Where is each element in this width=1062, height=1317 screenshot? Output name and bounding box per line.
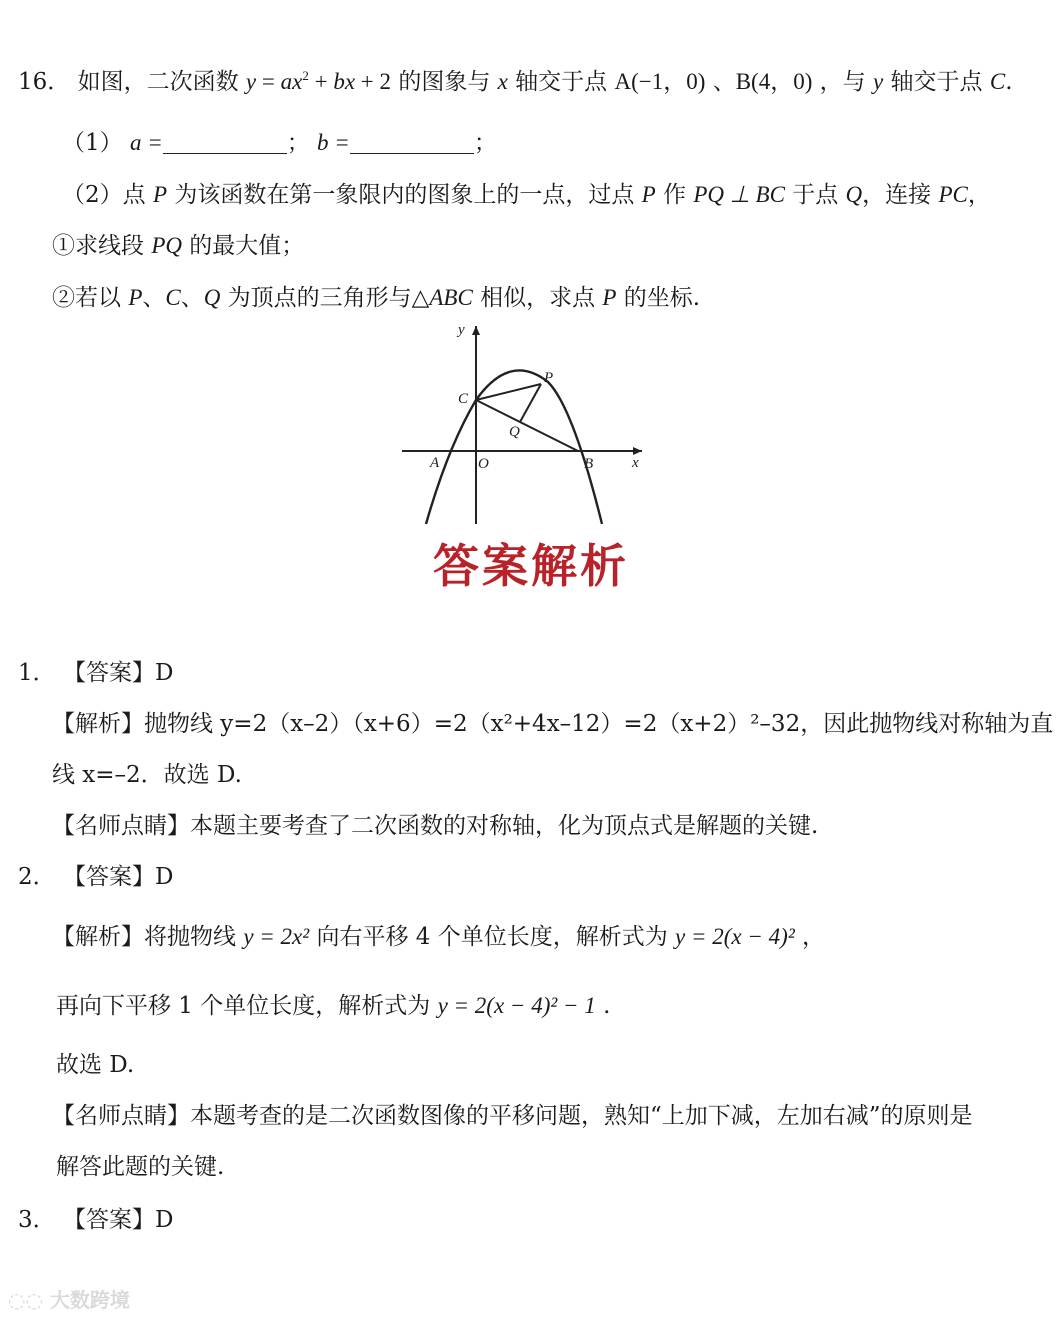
question-stem: 16． 如图，二次函数 $y = ax^2$ + bx + 2 的图象与 x 轴交于点 A(−1，0) 、B(4，0) ，与 y 轴交于点 C. bbox=[18, 68, 1013, 95]
tip-1: 【名师点睛】本题主要考查了二次函数的对称轴，化为顶点式是解题的关键. bbox=[52, 813, 819, 839]
a-label: a = bbox=[129, 130, 163, 155]
sub-question-2: ②若以 P、C、Q 为顶点的三角形与△ABC 相似，求点 P 的坐标. bbox=[52, 285, 701, 311]
analysis-1-line-2: 线 x=–2．故选 D. bbox=[52, 762, 242, 788]
answer-1: 1． 【答案】D bbox=[18, 660, 174, 686]
sub-question-1: ①求线段 PQ 的最大值； bbox=[52, 233, 305, 259]
label-o: O bbox=[478, 456, 489, 472]
equation: $y = ax^2$ + bx + 2 bbox=[245, 68, 392, 94]
analysis-2-line-1: 【解析】将抛物线 y = 2x² 向右平移 4 个单位长度，解析式为 y = 2(x − 4)² ， bbox=[52, 924, 826, 950]
analysis-2-line-3: 故选 D. bbox=[56, 1052, 135, 1078]
label-x: x bbox=[632, 455, 639, 471]
label-p: P bbox=[544, 370, 554, 386]
b-answer-blank[interactable] bbox=[350, 131, 474, 154]
x-axis-arrow bbox=[633, 447, 642, 455]
question-number: 16． bbox=[18, 69, 71, 95]
tip-2-line-2: 解答此题的关键. bbox=[56, 1154, 225, 1180]
label-c: C bbox=[458, 391, 469, 407]
segment-pq bbox=[520, 384, 541, 422]
point-b: B(4，0) bbox=[735, 69, 813, 94]
a-answer-blank[interactable] bbox=[163, 131, 287, 154]
watermark-icon: ◌◌ bbox=[8, 1288, 50, 1312]
part-2: （2）点 P 为该函数在第一象限内的图象上的一点，过点 P 作 PQ ⊥ BC 于点 Q，连接 PC， bbox=[62, 182, 991, 208]
watermark-logo: ◌◌ 大数跨境 bbox=[8, 1288, 130, 1312]
tip-2-line-1: 【名师点睛】本题考查的是二次函数图像的平移问题，熟知“上加下减，左加右减”的原则是 bbox=[52, 1103, 973, 1129]
part-1: （1） a = ； b = ； bbox=[62, 130, 497, 156]
y-axis-arrow bbox=[472, 326, 480, 335]
label-a: A bbox=[430, 455, 440, 471]
analysis-1-line-1: 【解析】抛物线 y=2（x–2）（x+6）=2（x²+4x–12）=2（x+2）²–32，因此抛物线对称轴为直 bbox=[52, 711, 1054, 737]
b-label: b = bbox=[317, 130, 350, 155]
point-a: A(−1，0) bbox=[614, 69, 706, 94]
answer-3: 3． 【答案】D bbox=[18, 1207, 174, 1233]
analysis-2-line-2: 再向下平移 1 个单位长度，解析式为 y = 2(x − 4)² − 1 . bbox=[56, 993, 611, 1019]
label-b: B bbox=[584, 456, 594, 472]
parabola-figure bbox=[398, 322, 660, 528]
answer-section-title: 答案解析 bbox=[433, 539, 629, 593]
label-y: y bbox=[458, 322, 465, 338]
label-q: Q bbox=[509, 424, 520, 440]
parabola-curve bbox=[426, 370, 602, 524]
answer-2: 2． 【答案】D bbox=[18, 864, 174, 890]
